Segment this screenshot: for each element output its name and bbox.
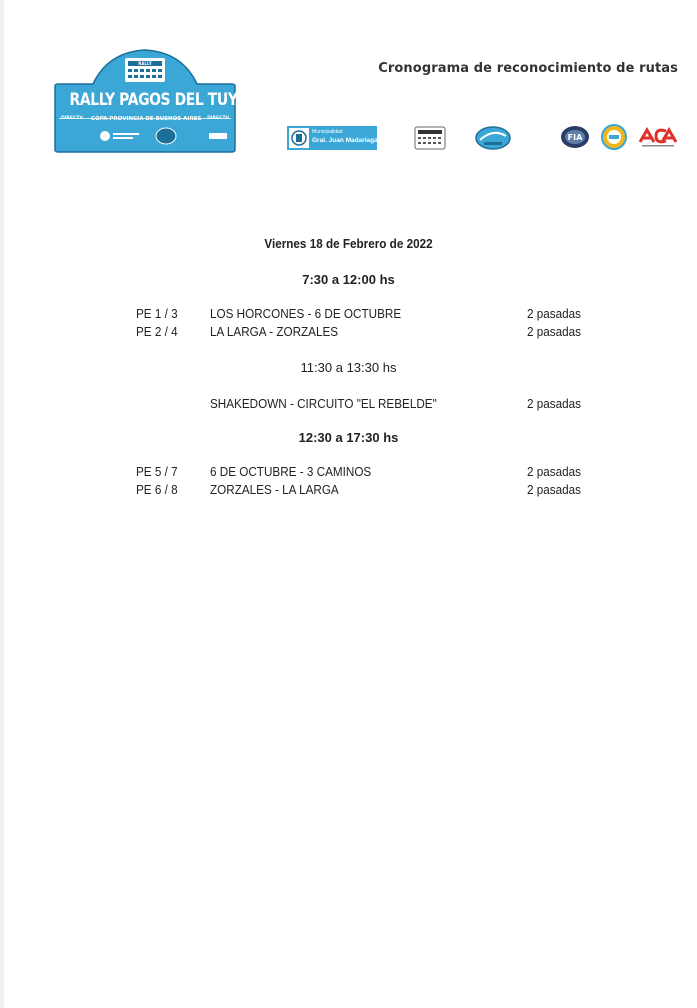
stage-code: PE 5 / 7: [136, 464, 178, 479]
stage-passes: 2 pasadas: [527, 324, 581, 339]
schedule-date: Viernes 18 de Febrero de 2022: [264, 236, 433, 251]
logo-title: RALLY PAGOS DEL TUYU: [69, 90, 249, 110]
rally-logo: [53, 48, 249, 154]
logo-sponsor-right: DIRECTV: [207, 116, 229, 121]
stage-route: SHAKEDOWN - CIRCUITO "EL REBELDE": [210, 396, 437, 411]
stage-route: ZORZALES - LA LARGA: [210, 482, 339, 497]
stage-passes: 2 pasadas: [527, 396, 581, 411]
stage-code: PE 2 / 4: [136, 324, 178, 339]
stage-route: 6 DE OCTUBRE - 3 CAMINOS: [210, 464, 372, 479]
block-time: 11:30 a 13:30 hs: [300, 360, 397, 375]
rally-logo-icon: [414, 126, 446, 155]
municipio-logo-icon: [287, 126, 377, 155]
svg-text:RALLY: RALLY: [138, 61, 152, 67]
stage-route: LA LARGA - ZORZALES: [210, 324, 339, 339]
logo-sponsor-left: DIRECTV: [61, 116, 83, 121]
block-time: 7:30 a 12:00 hs: [302, 272, 395, 287]
block-time: 12:30 a 17:30 hs: [298, 430, 399, 445]
stage-route: LOS HORCONES - 6 DE OCTUBRE: [210, 306, 402, 321]
federation-logo-icon: [600, 123, 628, 156]
rally-argentino-logo-icon: [474, 124, 512, 157]
municipio-name: Gral. Juan Madariaga: [312, 137, 378, 144]
stage-code: PE 1 / 3: [136, 306, 178, 321]
stage-passes: 2 pasadas: [527, 482, 581, 497]
aca-logo-icon: [638, 126, 678, 153]
municipio-label: Municipalidad: [312, 129, 343, 135]
stage-passes: 2 pasadas: [527, 464, 581, 479]
stage-code: PE 6 / 8: [136, 482, 178, 497]
document-title: Cronograma de reconocimiento de rutas: [378, 61, 678, 76]
logo-subtitle: COPA PROVINCIA DE BUENOS AIRES: [91, 116, 202, 122]
svg-text:FIA: FIA: [567, 133, 583, 142]
fia-logo-icon: [560, 124, 590, 155]
page-edge: [0, 0, 4, 1008]
stage-passes: 2 pasadas: [527, 306, 581, 321]
